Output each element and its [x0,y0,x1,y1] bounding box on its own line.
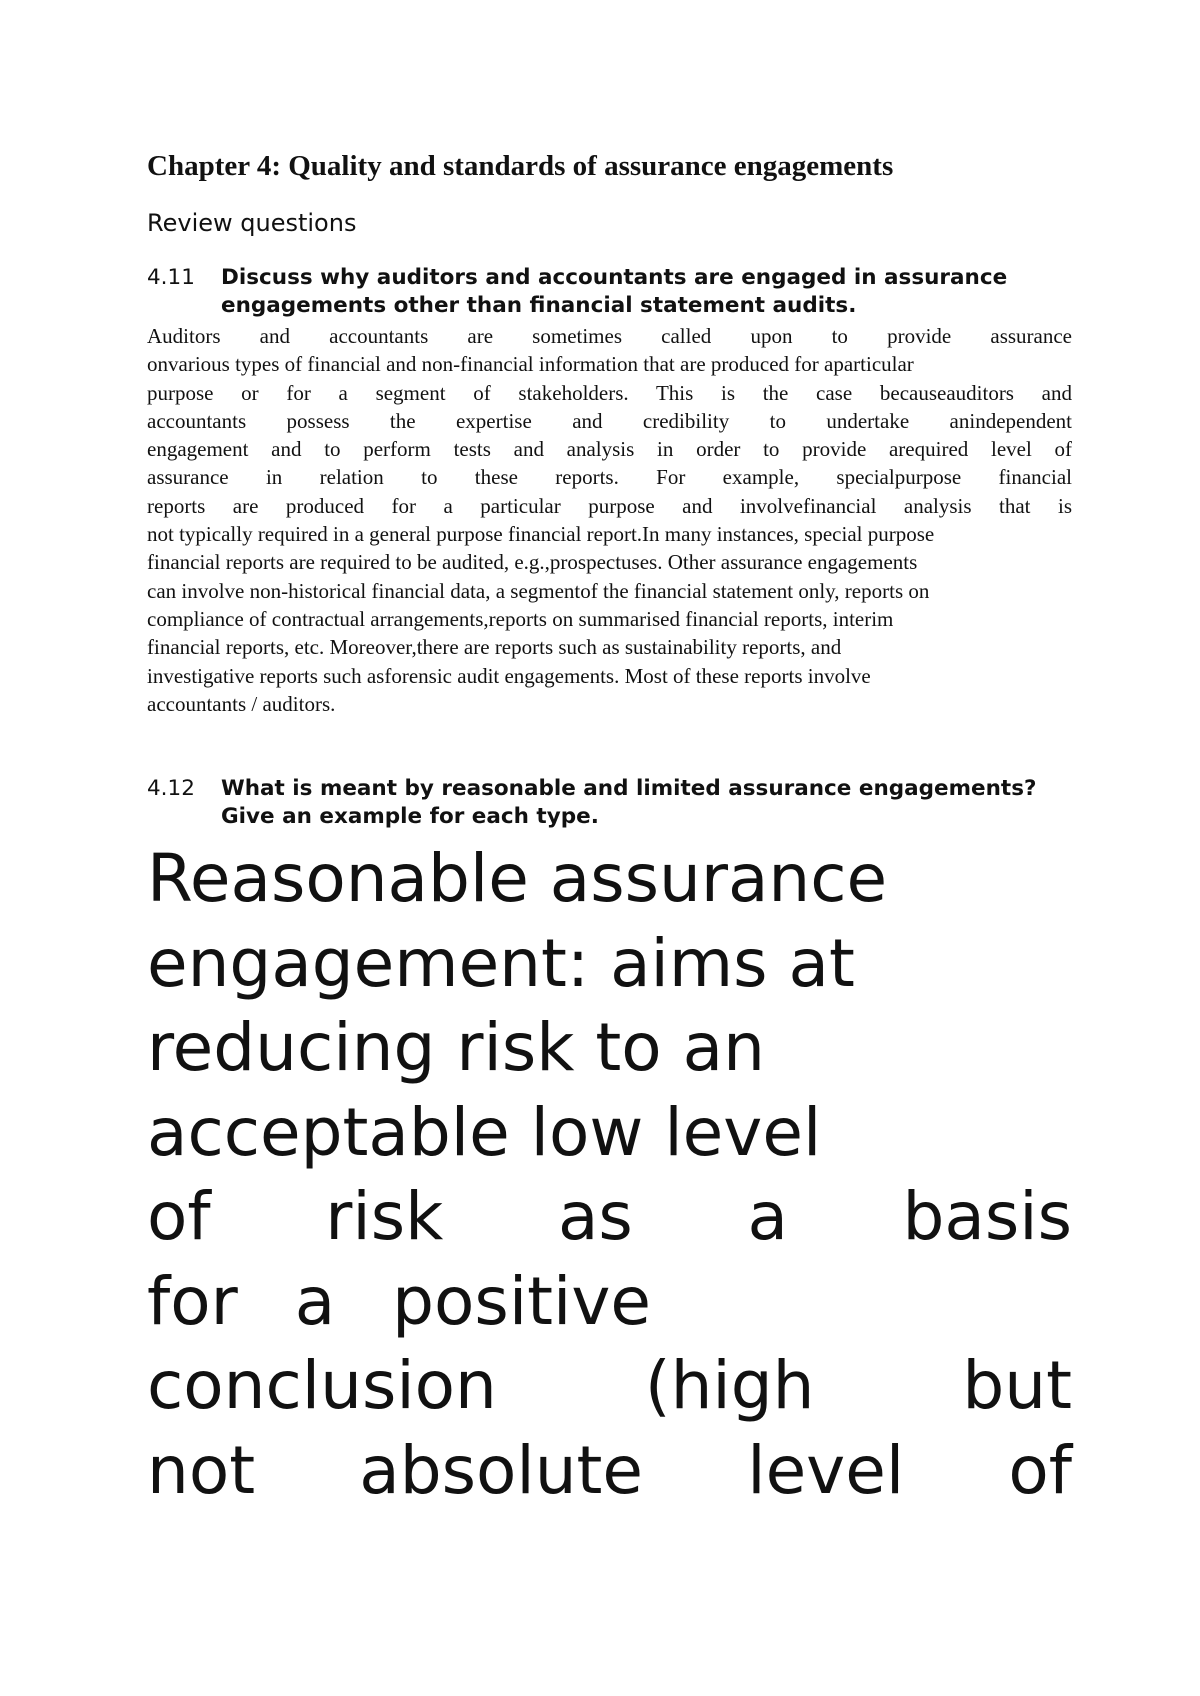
question-line: Discuss why auditors and accountants are engaged in assurance [221,265,1008,290]
answer-line: financial reports, etc. Moreover,there are reports such as sustainability reports, and [147,635,842,660]
question-number: 4.11 [147,265,195,290]
question-text [221,775,1072,831]
chapter-title: Chapter 4: Quality and standards of assurance engagements [147,150,894,182]
answer-line: purpose or for a segment of stakeholders. This is the case becauseauditors and [147,380,1072,405]
answer-line: accountants possess the expertise and credibility to undertake anindependent [147,408,1072,433]
question-line: Give an example for each type. [221,804,599,830]
answer-line: accountants / auditors. [147,691,336,716]
answer-4-12 [147,837,1072,1513]
answer-line: onvarious types of financial and non-financial information that are produced for aparticular [147,352,914,377]
question-4-11 [147,264,1072,320]
answer-line: engagement and to perform tests and analysis in order to provide arequired level of [147,437,1072,462]
answer-line: not typically required in a general purpose financial report.In many instances, special purpose [147,522,935,547]
answer-line: financial reports are required to be audited, e.g.,prospectuses. Other assurance engagements [147,550,918,575]
question-number: 4.12 [147,776,195,802]
answer-line: investigative reports such asforensic audit engagements. Most of these reports involve [147,663,871,688]
answer-line: conclusion (high but [147,1347,1072,1425]
answer-4-11 [147,322,1072,718]
document-page [147,146,1072,1513]
answer-line: Reasonable assurance [147,840,888,918]
question-text [221,264,1072,320]
answer-line: for a positive [147,1262,652,1340]
answer-line: Auditors and accountants are sometimes called upon to provide assurance [147,324,1072,348]
answer-line: reports are produced for a particular purpose and involvefinancial analysis that is [147,493,1072,518]
question-line: What is meant by reasonable and limited assurance engagements? [221,776,1037,802]
answer-line: can involve non-historical financial data, a segmentof the financial statement only, reports on [147,578,930,603]
question-4-12 [147,775,1072,831]
answer-line: not absolute level of [147,1431,1072,1509]
answer-line: of risk as a basis [147,1178,1072,1256]
section-heading: Review questions [147,209,357,237]
answer-line: engagement: aims at [147,924,855,1002]
answer-line: reducing risk to an [147,1009,765,1087]
answer-line: assurance in relation to these reports. For example, specialpurpose financial [147,465,1072,490]
answer-line: compliance of contractual arrangements,reports on summarised financial reports, interim [147,606,894,631]
answer-line: acceptable low level [147,1093,822,1171]
question-line: engagements other than financial statement audits. [221,293,857,318]
